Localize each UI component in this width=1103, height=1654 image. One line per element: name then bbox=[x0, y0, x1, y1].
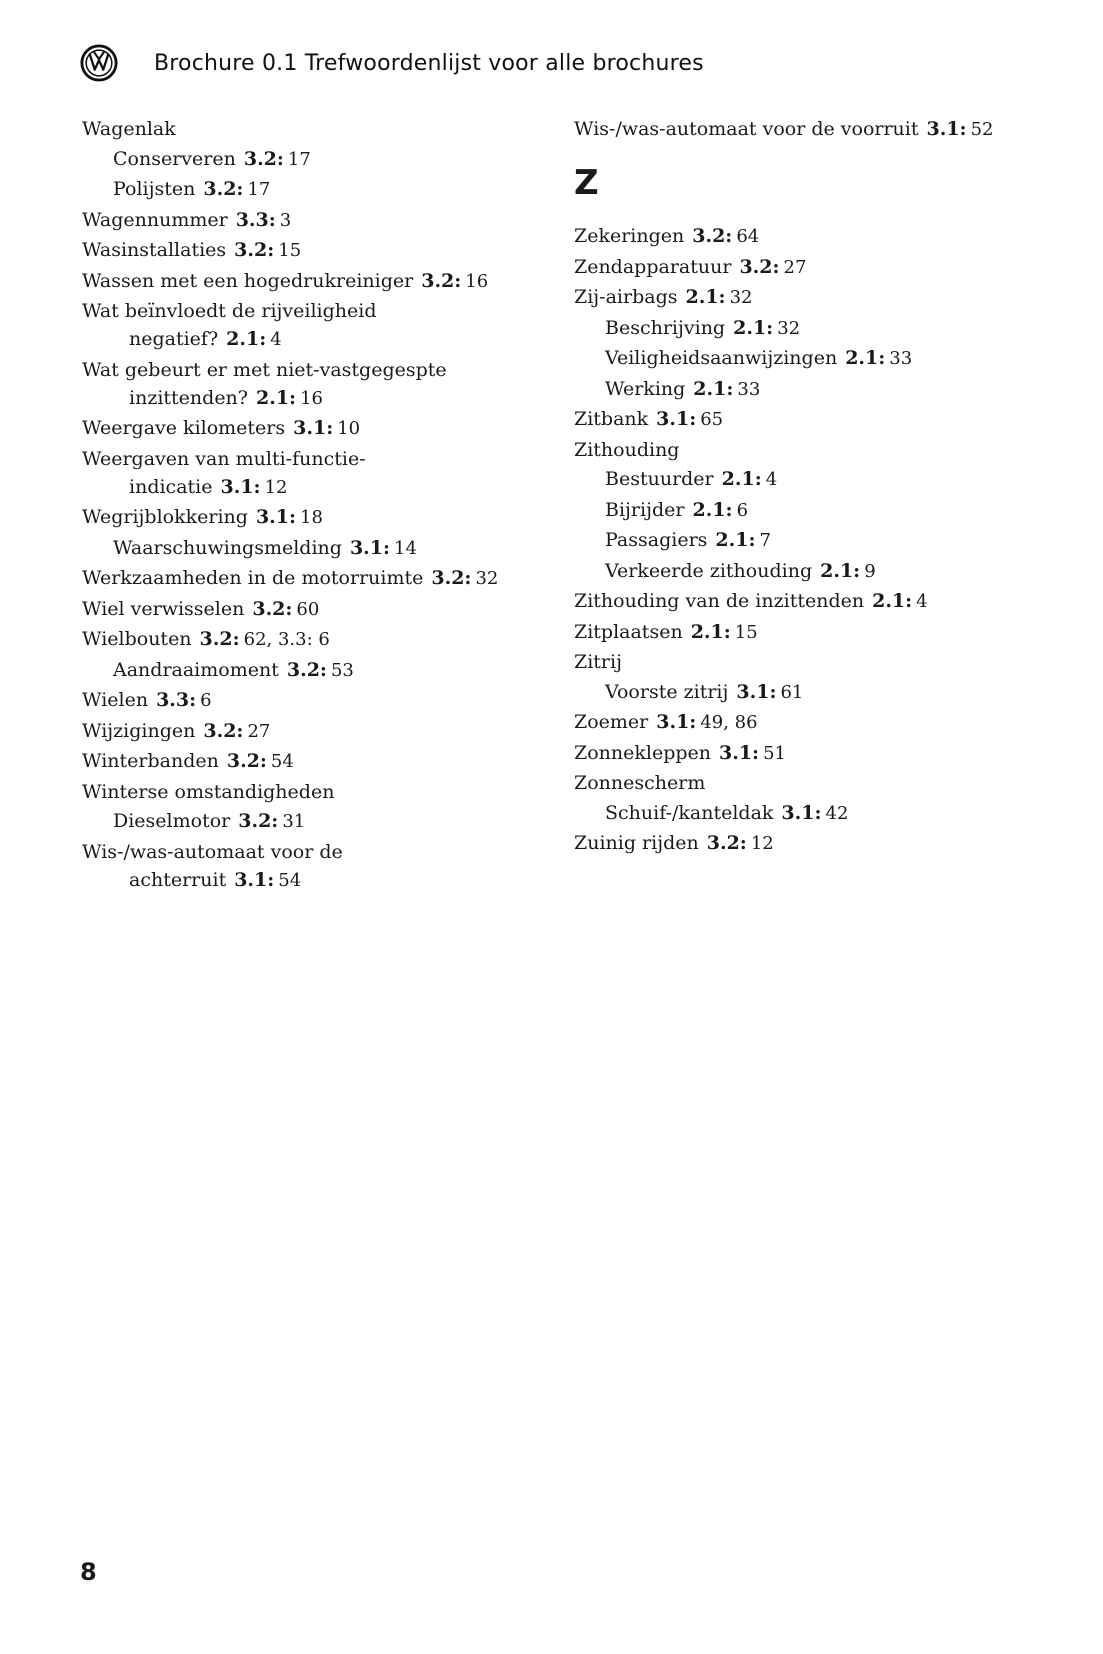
page-title: Brochure 0.1 Trefwoordenlijst voor alle brochures bbox=[154, 50, 704, 76]
entry-page-ref: 12 bbox=[750, 833, 774, 854]
index-entry bbox=[574, 436, 1074, 464]
entry-brochure-ref: 3.2: bbox=[739, 255, 780, 278]
entry-brochure-ref: 3.1: bbox=[349, 536, 391, 559]
entry-brochure-ref: 3.3: bbox=[156, 689, 197, 711]
index-entry bbox=[574, 253, 1074, 282]
entry-page-ref: 32 bbox=[729, 287, 753, 308]
index-entry bbox=[82, 503, 552, 532]
page-header bbox=[80, 40, 704, 86]
index-column-right bbox=[574, 115, 1074, 860]
entry-term-continuation-text: inzittenden? bbox=[129, 386, 248, 409]
entry-brochure-ref: 3.1: bbox=[220, 475, 261, 498]
entry-term: Zitrij bbox=[574, 651, 622, 673]
entry-term: Werking bbox=[605, 377, 686, 400]
entry-brochure-ref: 3.2: bbox=[706, 832, 747, 854]
entry-term: Wijzigingen bbox=[82, 719, 196, 742]
entry-brochure-ref: 3.3: bbox=[235, 208, 276, 231]
entry-term: Zonnescherm bbox=[574, 772, 706, 794]
entry-page-ref: 3 bbox=[279, 209, 292, 231]
entry-term: Weergaven van multi-functie- bbox=[82, 447, 366, 470]
entry-term: Passagiers bbox=[605, 529, 708, 551]
entry-page-ref: 42 bbox=[825, 802, 849, 824]
index-subentry bbox=[574, 496, 1074, 525]
entry-term: Schuif-/kanteldak bbox=[605, 801, 774, 824]
index-entry bbox=[574, 769, 1074, 797]
entry-page-ref: 10 bbox=[337, 418, 361, 439]
entry-term: Zuinig rijden bbox=[574, 832, 699, 854]
index-subentry bbox=[82, 175, 552, 204]
entry-page-ref: 65 bbox=[700, 409, 724, 430]
entry-brochure-ref: 3.2: bbox=[226, 750, 267, 772]
index-column-left bbox=[82, 115, 552, 896]
entry-page-ref: 17 bbox=[247, 179, 271, 200]
entry-term-continuation-text: achterruit bbox=[129, 868, 227, 891]
index-entry bbox=[82, 595, 552, 624]
index-entry bbox=[82, 686, 552, 715]
entry-term: Zekeringen bbox=[574, 225, 685, 247]
entry-term: Zitplaatsen bbox=[574, 620, 683, 643]
entry-page-ref: 33 bbox=[737, 378, 761, 400]
entry-term: Dieselmotor bbox=[113, 810, 231, 832]
index-entry bbox=[82, 747, 552, 776]
index-list-w-continued bbox=[574, 115, 1074, 144]
entry-page-ref: 18 bbox=[300, 507, 323, 528]
index-subentry bbox=[574, 799, 1074, 828]
vw-logo-icon bbox=[80, 44, 118, 82]
entry-page-ref: 6 bbox=[200, 690, 212, 711]
index-entry bbox=[574, 648, 1074, 676]
entry-page-ref: 15 bbox=[734, 621, 758, 643]
entry-page-ref: 27 bbox=[783, 256, 807, 278]
entry-term: Polijsten bbox=[113, 178, 196, 200]
entry-brochure-ref: 2.1: bbox=[685, 286, 726, 308]
entry-page-ref: 49, 86 bbox=[700, 712, 758, 733]
entry-brochure-ref: 3.1: bbox=[234, 868, 275, 891]
entry-brochure-ref: 3.1: bbox=[736, 680, 777, 703]
entry-term: Zij-airbags bbox=[574, 286, 678, 308]
entry-page-ref: 27 bbox=[247, 720, 271, 742]
index-subentry bbox=[574, 678, 1074, 707]
entry-page-ref: 6 bbox=[736, 499, 749, 521]
entry-term: Wiel verwisselen bbox=[82, 597, 245, 620]
entry-term: Aandraaimoment bbox=[113, 658, 279, 681]
index-entry bbox=[82, 414, 552, 443]
entry-brochure-ref: 2.1: bbox=[692, 498, 733, 521]
entry-brochure-ref: 2.1: bbox=[872, 590, 913, 612]
index-entry bbox=[82, 267, 552, 296]
index-subentry bbox=[574, 526, 1074, 555]
entry-term: Conserveren bbox=[113, 147, 236, 170]
entry-term: Wegrijblokkering bbox=[82, 506, 248, 528]
index-entry bbox=[82, 625, 552, 654]
entry-page-ref: 15 bbox=[278, 240, 302, 261]
index-entry bbox=[82, 778, 552, 806]
entry-brochure-ref: 3.2: bbox=[252, 597, 293, 620]
entry-term-continuation bbox=[82, 384, 552, 413]
entry-term: Winterbanden bbox=[82, 750, 219, 772]
entry-term: Veiligheidsaanwijzingen bbox=[605, 347, 838, 369]
entry-brochure-ref: 3.2: bbox=[421, 269, 462, 292]
entry-term: Winterse omstandigheden bbox=[82, 780, 335, 803]
entry-term: Zithouding bbox=[574, 438, 680, 461]
entry-term: Wagennummer bbox=[82, 208, 228, 231]
entry-term: Waarschuwingsmelding bbox=[113, 536, 342, 559]
entry-term: Zithouding van de inzittenden bbox=[574, 590, 865, 612]
entry-term: Voorste zitrij bbox=[605, 680, 729, 703]
entry-term: Bijrijder bbox=[605, 498, 685, 521]
entry-brochure-ref: 2.1: bbox=[693, 377, 734, 400]
entry-term-continuation bbox=[82, 325, 552, 354]
entry-term-continuation-text: negatief? bbox=[129, 328, 219, 350]
index-entry bbox=[82, 115, 552, 143]
entry-brochure-ref: 3.1: bbox=[293, 417, 334, 439]
entry-term: Wasinstallaties bbox=[82, 239, 227, 261]
entry-brochure-ref: 2.1: bbox=[721, 468, 762, 490]
index-entry bbox=[82, 206, 552, 235]
entry-page-ref: 4 bbox=[916, 591, 928, 612]
entry-page-ref: 31 bbox=[282, 811, 306, 832]
entry-page-ref: 60 bbox=[296, 598, 320, 620]
entry-term: Zitbank bbox=[574, 408, 649, 430]
entry-brochure-ref: 3.2: bbox=[203, 178, 244, 200]
index-entry bbox=[574, 618, 1074, 647]
entry-term: Zonnekleppen bbox=[574, 741, 711, 764]
index-subentry bbox=[574, 314, 1074, 343]
entry-brochure-ref: 2.1: bbox=[690, 620, 731, 643]
index-entry bbox=[574, 405, 1074, 434]
page-number: 8 bbox=[80, 1558, 97, 1586]
entry-term: Zendapparatuur bbox=[574, 255, 732, 278]
entry-brochure-ref: 3.2: bbox=[199, 628, 240, 650]
index-entry bbox=[574, 739, 1074, 768]
index-subentry bbox=[574, 375, 1074, 404]
index-entry bbox=[82, 838, 552, 895]
entry-term-continuation bbox=[82, 473, 552, 502]
entry-page-ref: 12 bbox=[264, 476, 288, 498]
entry-brochure-ref: 2.1: bbox=[845, 347, 886, 369]
entry-brochure-ref: 3.2: bbox=[234, 239, 275, 261]
entry-brochure-ref: 3.2: bbox=[238, 810, 279, 832]
entry-brochure-ref: 3.2: bbox=[203, 719, 244, 742]
entry-page-ref: 32 bbox=[777, 317, 801, 339]
entry-page-ref: 54 bbox=[270, 751, 294, 772]
entry-brochure-ref: 3.1: bbox=[781, 801, 822, 824]
entry-term-continuation bbox=[82, 866, 552, 895]
entry-page-ref: 64 bbox=[736, 226, 760, 247]
entry-term: Wis-/was-automaat voor de bbox=[82, 840, 343, 863]
entry-term: Wassen met een hogedrukreiniger bbox=[82, 269, 414, 292]
entry-brochure-ref: 2.1: bbox=[715, 529, 756, 551]
entry-brochure-ref: 3.2: bbox=[243, 147, 284, 170]
entry-term: Wielbouten bbox=[82, 628, 192, 650]
entry-term: Zoemer bbox=[574, 711, 649, 733]
index-subentry bbox=[82, 656, 552, 685]
index-entry bbox=[574, 283, 1074, 312]
entry-brochure-ref: 3.1: bbox=[255, 506, 297, 528]
index-entry bbox=[574, 222, 1074, 251]
entry-term: Wat beïnvloedt de rijveiligheid bbox=[82, 300, 377, 322]
section-letter: Z bbox=[574, 163, 599, 203]
entry-page-ref: 4 bbox=[270, 329, 282, 350]
entry-page-ref: 52 bbox=[970, 119, 994, 140]
entry-page-ref: 9 bbox=[864, 560, 876, 582]
entry-term: Bestuurder bbox=[605, 468, 714, 490]
index-entry bbox=[82, 236, 552, 265]
index-entry bbox=[82, 445, 552, 502]
entry-term: Wat gebeurt er met niet-vastgegespte bbox=[82, 358, 447, 381]
entry-page-ref: 4 bbox=[765, 469, 778, 490]
entry-brochure-ref: 3.1: bbox=[656, 408, 697, 430]
entry-page-ref: 54 bbox=[278, 869, 302, 891]
entry-brochure-ref: 2.1: bbox=[226, 328, 267, 350]
entry-term-continuation-text: indicatie bbox=[129, 475, 213, 498]
entry-brochure-ref: 2.1: bbox=[255, 386, 297, 409]
entry-page-ref: 61 bbox=[780, 681, 804, 703]
index-entry bbox=[574, 587, 1074, 616]
entry-brochure-ref: 3.2: bbox=[286, 658, 327, 681]
entry-brochure-ref: 3.2: bbox=[692, 225, 733, 247]
entry-term: Weergave kilometers bbox=[82, 417, 286, 439]
entry-term: Wis-/was-automaat voor de voorruit bbox=[574, 118, 919, 140]
entry-brochure-ref: 3.1: bbox=[719, 741, 760, 764]
index-entry bbox=[82, 717, 552, 746]
entry-term: Wielen bbox=[82, 689, 149, 711]
entry-page-ref: 16 bbox=[300, 387, 323, 409]
index-subentry bbox=[82, 807, 552, 836]
index-entry bbox=[574, 708, 1074, 737]
entry-brochure-ref: 2.1: bbox=[733, 316, 774, 339]
entry-page-ref: 14 bbox=[394, 537, 417, 559]
entry-term: Beschrijving bbox=[605, 316, 726, 339]
entry-page-ref: 53 bbox=[330, 659, 354, 681]
index-subentry bbox=[574, 344, 1074, 373]
index-subentry bbox=[574, 557, 1074, 586]
entry-brochure-ref: 2.1: bbox=[820, 559, 861, 582]
index-entry bbox=[82, 356, 552, 413]
index-list-z bbox=[574, 222, 1074, 858]
entry-page-ref: 7 bbox=[759, 530, 771, 551]
index-entry bbox=[574, 829, 1074, 858]
entry-term: Verkeerde zithouding bbox=[605, 559, 813, 582]
index-subentry bbox=[82, 145, 552, 174]
index-entry bbox=[82, 297, 552, 354]
index-subentry bbox=[574, 465, 1074, 494]
entry-page-ref: 62, 3.3: 6 bbox=[243, 629, 330, 650]
entry-page-ref: 17 bbox=[287, 148, 311, 170]
entry-term: Werkzaamheden in de motorruimte bbox=[82, 567, 424, 589]
index-subentry bbox=[82, 534, 552, 563]
entry-brochure-ref: 3.1: bbox=[656, 711, 697, 733]
entry-term: Wagenlak bbox=[82, 118, 176, 140]
entry-brochure-ref: 3.2: bbox=[431, 567, 472, 589]
entry-page-ref: 32 bbox=[475, 568, 499, 589]
index-entry bbox=[82, 564, 552, 593]
entry-page-ref: 16 bbox=[465, 270, 489, 292]
index-entry bbox=[574, 115, 1074, 144]
entry-brochure-ref: 3.1: bbox=[926, 118, 967, 140]
entry-page-ref: 33 bbox=[889, 348, 913, 369]
entry-page-ref: 51 bbox=[763, 742, 786, 764]
